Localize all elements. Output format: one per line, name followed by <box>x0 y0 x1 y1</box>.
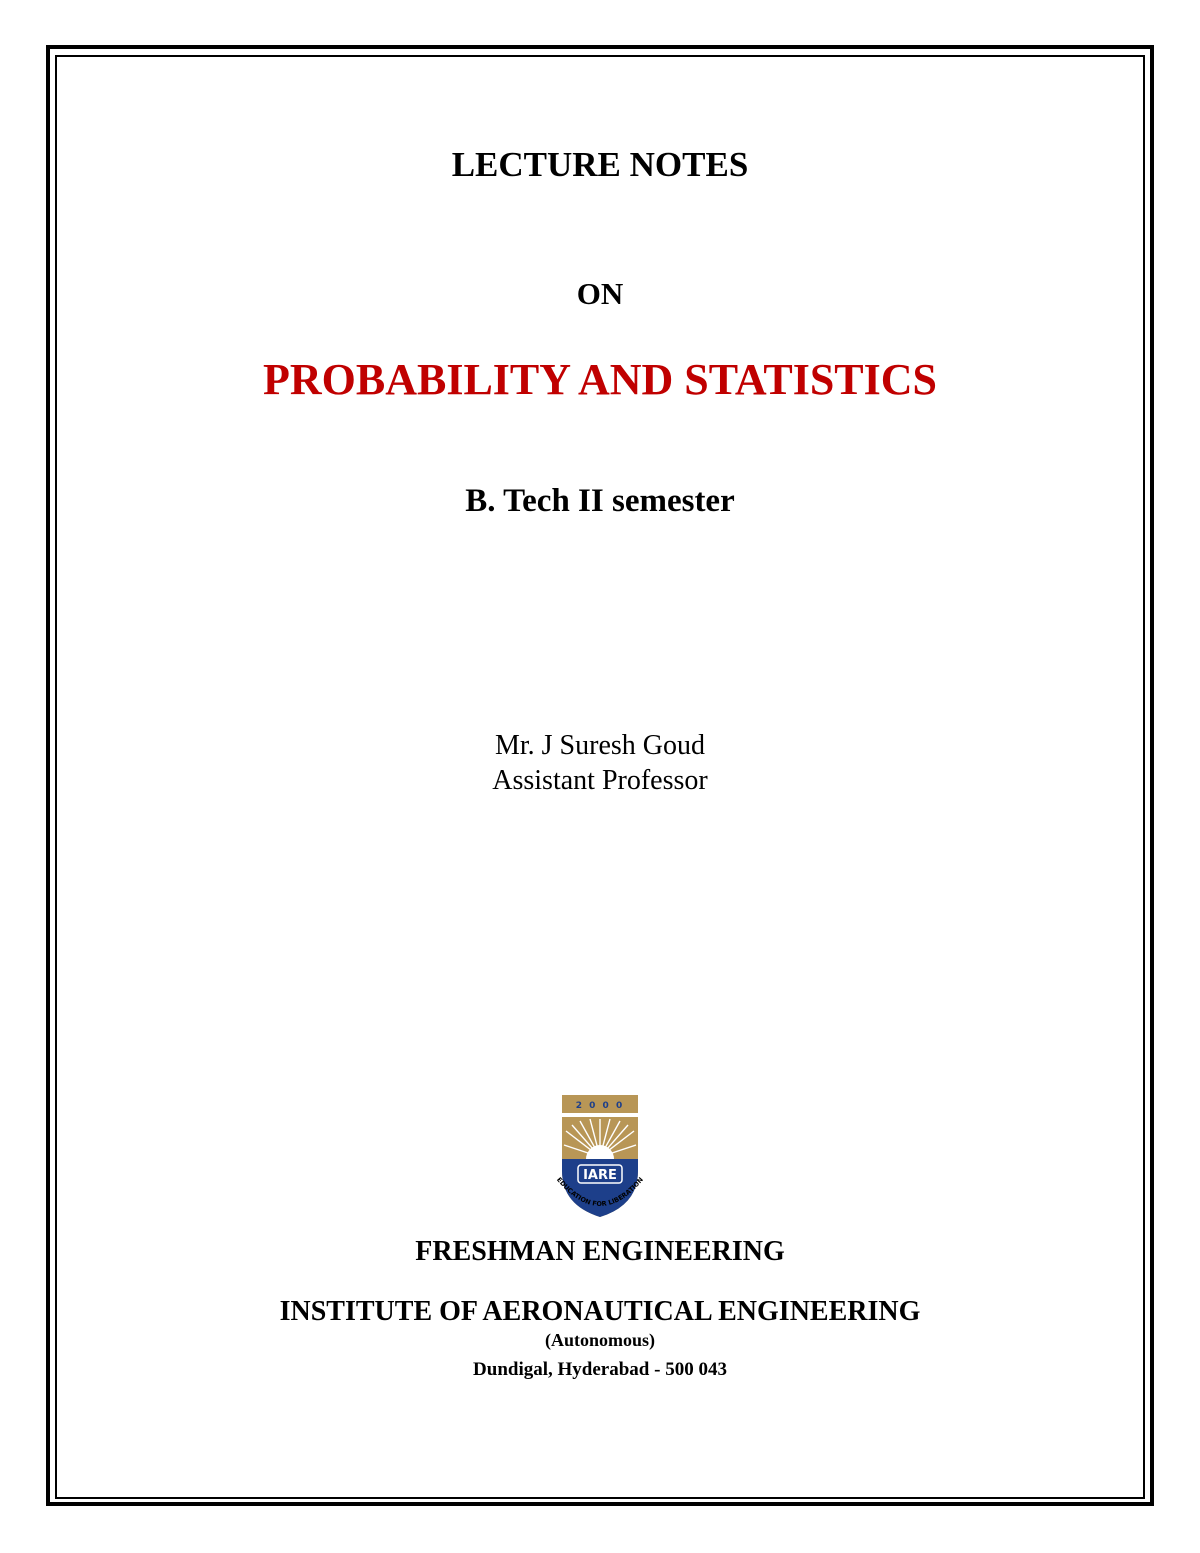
emblem-motto: EDUCATION FOR LIBERATION <box>554 1175 646 1209</box>
subject-title: PROBABILITY AND STATISTICS <box>262 355 938 404</box>
institution-status: (Autonomous) <box>544 1330 655 1350</box>
institute-emblem-icon <box>540 1093 660 1221</box>
emblem-acronym: IARE <box>583 1168 617 1183</box>
document-heading: LECTURE NOTES <box>451 145 749 184</box>
department-name: FRESHMAN ENGINEERING <box>415 1236 785 1267</box>
author-name: Mr. J Suresh Goud <box>494 730 705 761</box>
institution-address: Dundigal, Hyderabad - 500 043 <box>473 1359 727 1380</box>
author-designation: Assistant Professor <box>492 765 708 796</box>
semester-label: B. Tech II semester <box>465 483 735 519</box>
heading-connector: ON <box>576 276 624 311</box>
emblem-year: 2 0 0 0 <box>575 1101 625 1111</box>
institution-name: INSTITUTE OF AERONAUTICAL ENGINEERING <box>279 1296 921 1327</box>
